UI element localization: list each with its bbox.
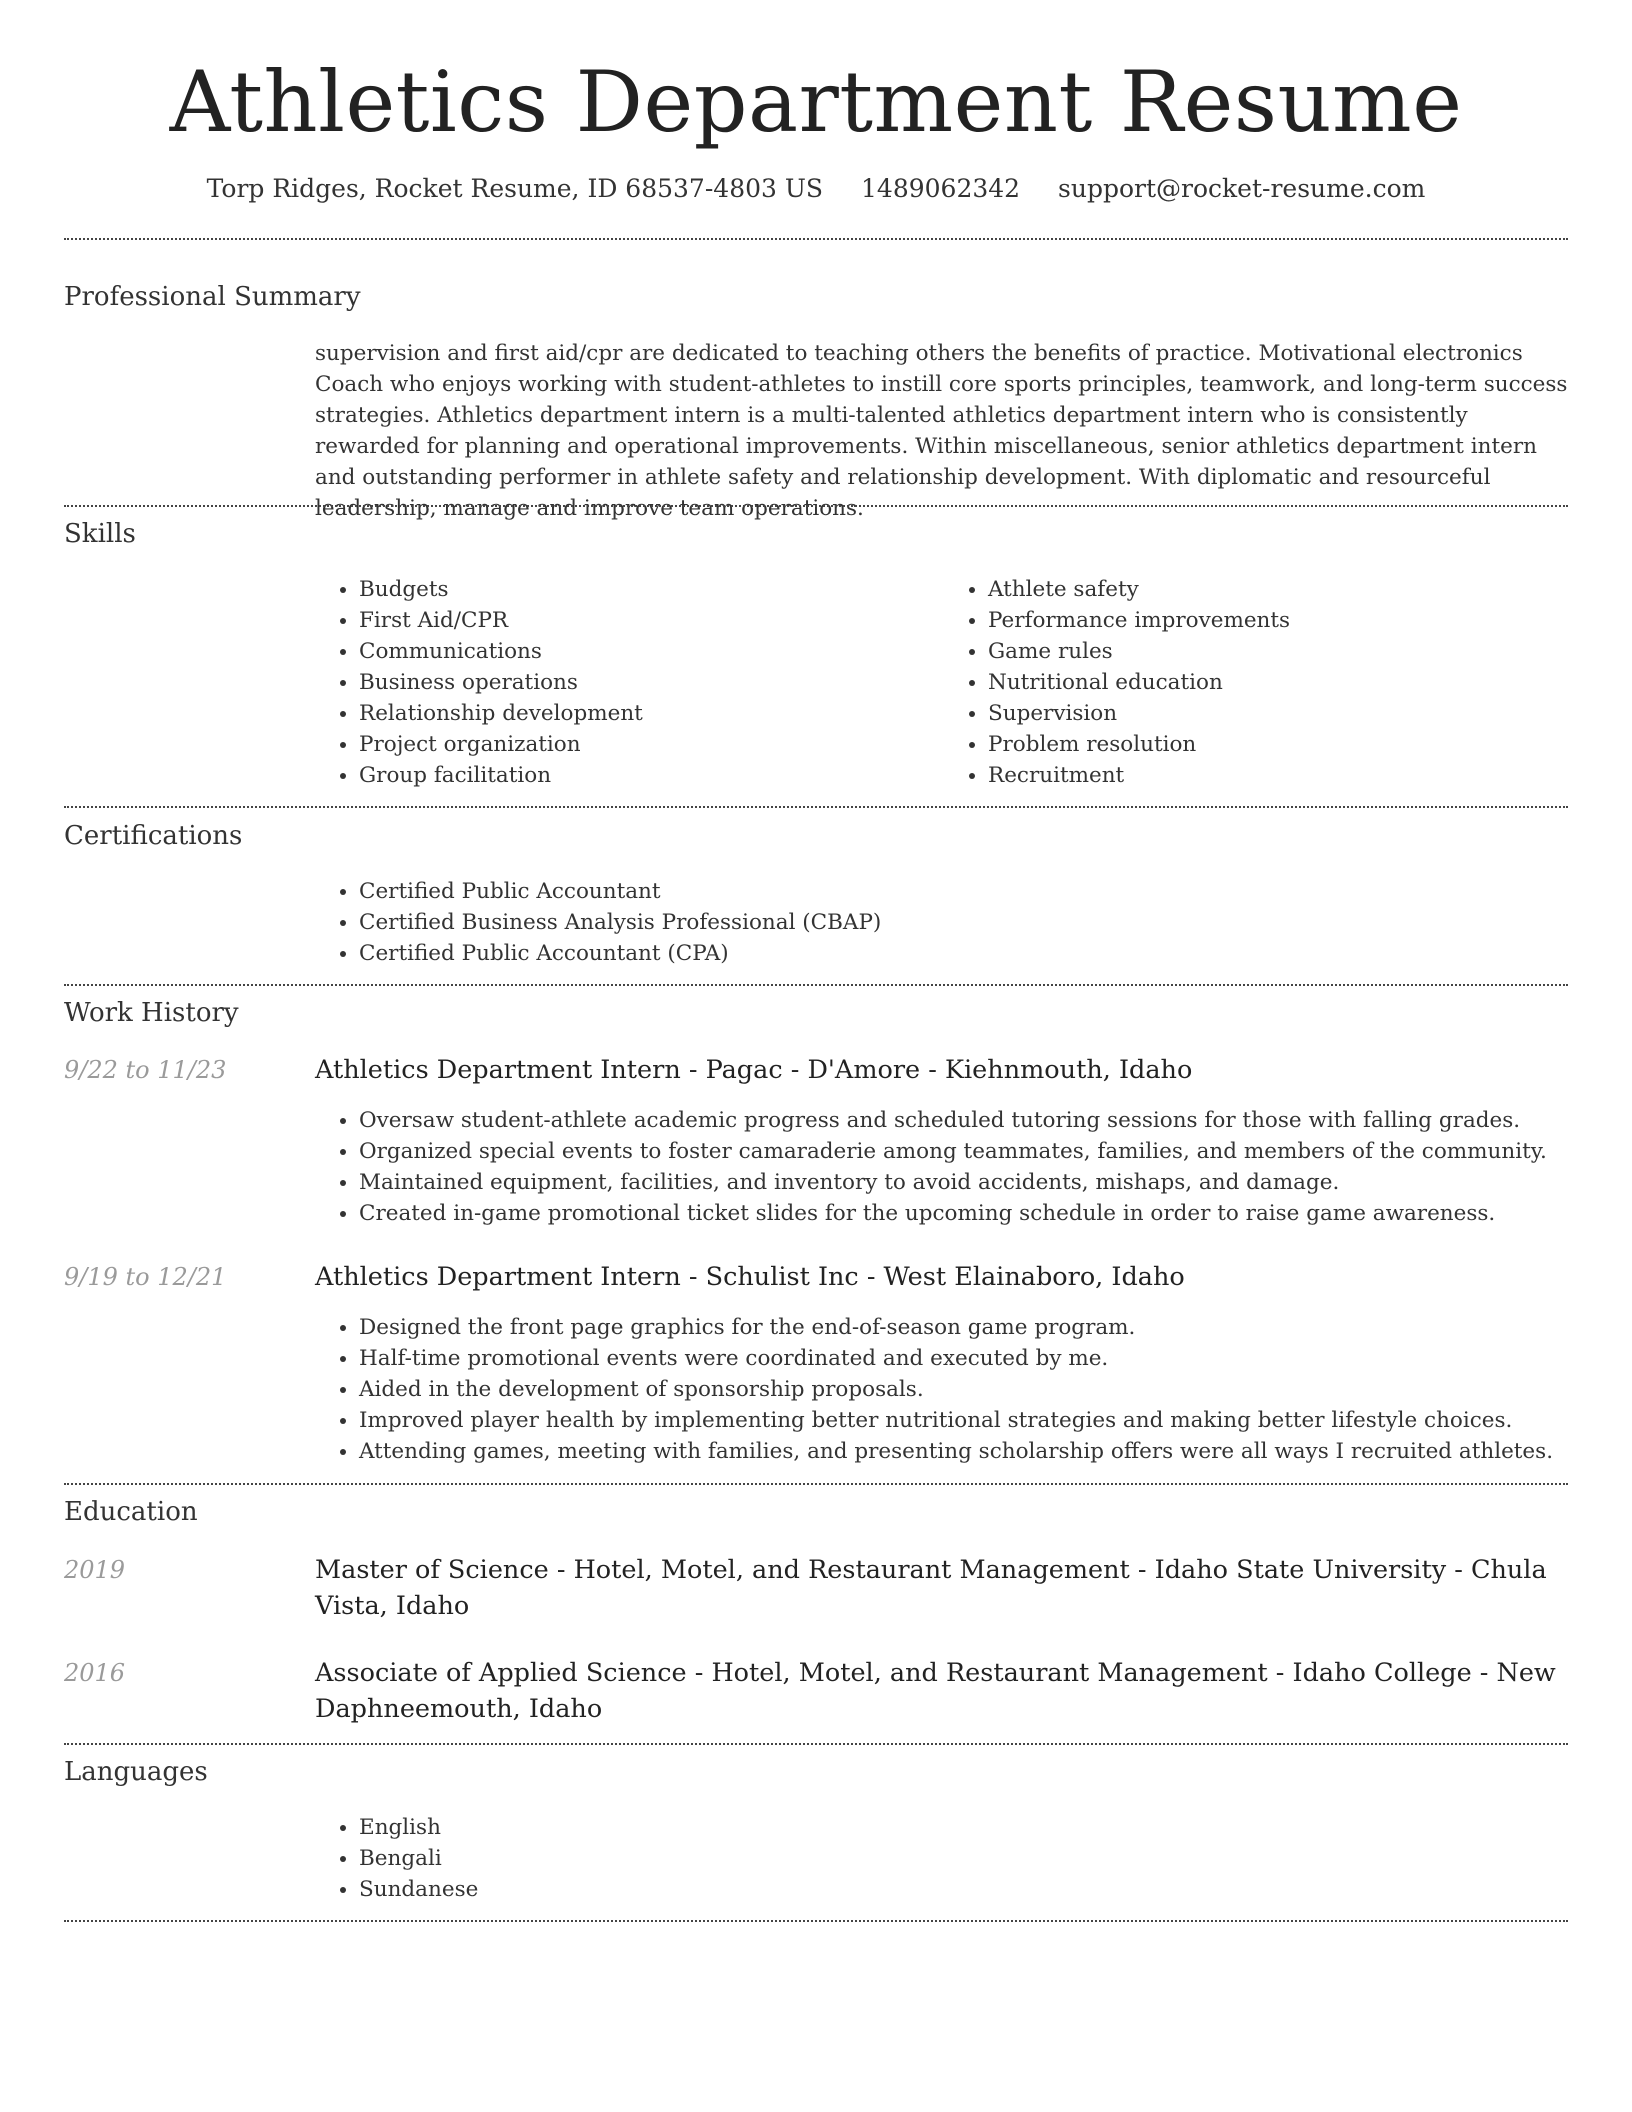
section-divider [64,1483,1568,1485]
language-item: • Sundanese [359,1874,1573,1905]
job-separator: - [858,1262,884,1292]
certification-item: • Certified Public Accountant [359,876,1573,907]
section-divider [64,984,1568,986]
certification-item: • Certified Business Analysis Professional (CBAP) [359,907,1573,938]
job-bullets [315,1105,1573,1229]
education-field: Hotel, Motel, and Restaurant Management [711,1658,1268,1688]
skill-item: • Supervision [988,698,1573,729]
section-divider [64,238,1568,240]
skill-item: • Game rules [988,636,1573,667]
summary-block [315,338,1573,524]
job-company: Schulist Inc [705,1262,859,1292]
skill-item: • Nutritional education [988,667,1573,698]
contact-email: support@rocket-resume.com [1058,174,1426,203]
contact-phone: 1489062342 [861,174,1021,203]
work-history-heading: Work History [64,998,239,1028]
job-bullet: • Oversaw student-athlete academic progress and scheduled tutoring sessions for those with falling grades. [359,1105,1573,1136]
skills-list-right [944,574,1573,791]
skill-item: • Communications [359,636,944,667]
education-separator: - [1267,1658,1293,1688]
job-bullet: • Designed the front page graphics for the end-of-season game program. [359,1312,1573,1343]
education-school: Idaho College [1292,1658,1472,1688]
education-degree: Associate of Applied Science [315,1658,687,1688]
skill-item: • Performance improvements [988,605,1573,636]
job-heading [315,1259,1573,1295]
contact-line [0,172,1632,206]
education-field: Hotel, Motel, and Restaurant Management [573,1555,1130,1585]
skill-item: • Business operations [359,667,944,698]
education-heading: Education [64,1497,198,1527]
languages-list [315,1812,1573,1905]
skill-item: • Recruitment [988,760,1573,791]
skill-item: • Project organization [359,729,944,760]
job-heading [315,1052,1573,1088]
language-item: • English [359,1812,1573,1843]
job-dates: 9/22 to 11/23 [64,1056,227,1084]
skill-item: • Athlete safety [988,574,1573,605]
education-separator: - [686,1658,712,1688]
language-item: • Bengali [359,1843,1573,1874]
education-separator: - [548,1555,574,1585]
section-divider [64,806,1568,808]
education-separator: - [1471,1658,1497,1688]
skills-heading: Skills [64,519,136,549]
education-year: 2016 [64,1659,126,1687]
job-dates: 9/19 to 12/21 [64,1263,227,1291]
summary-text: supervision and first aid/cpr are dedicated to teaching others the benefits of practice. Motivational electronics Coach who enjoys working with student-athletes to instill core sports principles, teamwork, and long-term success strategies. Athletics department intern is a multi-talented athletics department intern who is consistently rewarded for planning and operational improvements. Within miscellaneous, senior athletics department intern and outstanding performer in athlete safety and relationship development. With diplomatic and resourceful leadership, manage and improve team operations. [315,341,1568,521]
resume-header [0,0,1632,206]
skills-list-left [315,574,944,791]
section-divider [64,1920,1568,1922]
job-location: West Elainaboro, Idaho [883,1262,1185,1292]
resume-name: Athletics Department Resume [169,53,1463,151]
job-bullets-block [315,1312,1573,1467]
certifications-heading: Certifications [64,821,243,851]
job-separator: - [920,1055,945,1085]
job-title: Athletics Department Intern [315,1055,681,1085]
job-bullet: • Improved player health by implementing better nutritional strategies and making better lifestyle choices. [359,1405,1573,1436]
job-separator: - [680,1055,706,1085]
summary-heading: Professional Summary [64,282,361,312]
education-school: Idaho State University [1154,1555,1447,1585]
job-title: Athletics Department Intern [315,1262,681,1292]
education-location: New Daphneemouth, Idaho [315,1658,1556,1724]
education-year: 2019 [64,1556,126,1584]
contact-address: Torp Ridges, Rocket Resume, ID 68537-4803 US [206,174,824,203]
job-bullet: • Aided in the development of sponsorship proposals. [359,1374,1573,1405]
certifications-list [315,876,1573,969]
job-separator: - [680,1262,706,1292]
skill-item: • First Aid/CPR [359,605,944,636]
education-location: Chula Vista, Idaho [315,1555,1547,1621]
job-bullet: • Attending games, meeting with families, and presenting scholarship offers were all ways I recruited athletes. [359,1436,1573,1467]
education-entry [315,1655,1573,1727]
job-bullet: • Created in-game promotional ticket slides for the upcoming schedule in order to raise game awareness. [359,1198,1573,1229]
education-entry [315,1552,1573,1624]
job-bullet: • Organized special events to foster camaraderie among teammates, families, and members of the community. [359,1136,1573,1167]
certification-item: • Certified Public Accountant (CPA) [359,938,1573,969]
certifications-block [315,876,1573,969]
skill-item: • Group facilitation [359,760,944,791]
education-degree: Master of Science [315,1555,549,1585]
job-bullets-block [315,1105,1573,1229]
job-bullet: • Maintained equipment, facilities, and inventory to avoid accidents, mishaps, and damage. [359,1167,1573,1198]
skill-item: • Relationship development [359,698,944,729]
languages-heading: Languages [64,1757,208,1787]
skill-item: • Problem resolution [988,729,1573,760]
job-bullet: • Half-time promotional events were coordinated and executed by me. [359,1343,1573,1374]
job-location: Kiehnmouth, Idaho [944,1055,1193,1085]
section-divider [64,1743,1568,1745]
job-bullets [315,1312,1573,1467]
job-company: Pagac - D'Amore [705,1055,921,1085]
section-divider [64,505,1568,507]
education-separator: - [1129,1555,1155,1585]
education-separator: - [1446,1555,1471,1585]
skill-item: • Budgets [359,574,944,605]
skills-columns [315,574,1573,791]
languages-block [315,1812,1573,1905]
